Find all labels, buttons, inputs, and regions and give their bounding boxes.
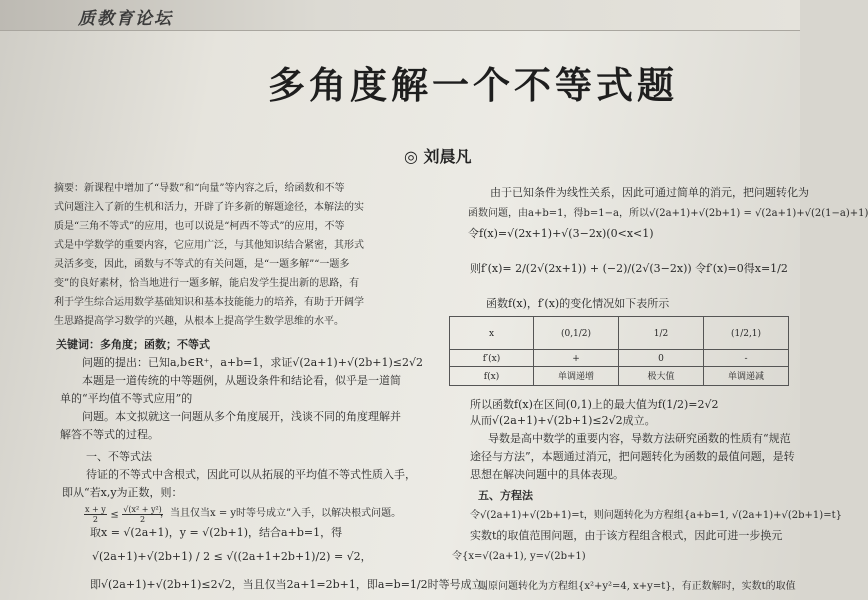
big-equation: √(2a+1)+√(2b+1) / 2 ≤ √((2a+1+2b+1)/2) = √2，: [92, 550, 372, 563]
abstract-line: 质是“三角不等式”的应用，也可以说是“柯西不等式”的应用，不等: [54, 221, 345, 232]
conclusion-line: 即√(2a+1)+√(2b+1)≤2√2，当且仅当2a+1=2b+1，即a=b=1/2时等号成立。: [90, 578, 494, 591]
body-line: 函数问题，由a+b=1，得b=1−a，所以√(2a+1)+√(2b+1) = √(2a+1)+√(2(1−a)+1): [468, 208, 868, 219]
table-cell: f(x): [449, 366, 534, 386]
body-line: 本题是一道传统的中等题例，从题设条件和结论看，似乎是一道简: [82, 374, 401, 387]
table-cell: 0: [618, 349, 704, 367]
substitution-line: 取x = √(2a+1)，y = √(2b+1)，结合a+b=1，得: [90, 526, 343, 539]
table-header-cell: (1/2,1): [703, 316, 789, 350]
author-line: [404, 144, 472, 167]
problem-statement: 问题的提出：已知a,b∈R⁺，a+b=1，求证√(2a+1)+√(2b+1)≤2√2: [82, 356, 424, 369]
abstract-line: 灵活多变，因此，函数与不等式的有关问题，是“一题多解”“一题多: [54, 259, 350, 270]
table-header-cell: (0,1/2): [533, 316, 619, 350]
magazine-section-title: 质教育论坛: [78, 9, 173, 29]
table-header-cell: x: [449, 316, 534, 350]
body-line: 解答不等式的过程。: [60, 428, 159, 441]
derivative-line: 则f′(x)= 2/(2√(2x+1)) + (−2)/(2√(3−2x)) 令f′(x)=0得x=1/2: [470, 262, 788, 275]
table-cell: 单调递减: [703, 366, 789, 386]
table-cell: 极大值: [618, 366, 704, 386]
body-line: 所以函数f(x)在区间(0,1)上的最大值为f(1/2)=2√2: [470, 398, 719, 411]
body-line: 从而√(2a+1)+√(2b+1)≤2√2成立。: [470, 414, 656, 427]
body-line: 即从“若x,y为正数，则：: [62, 486, 183, 499]
mean-inequality-formula: $\frac{x + y}{2}$ ≤ $\frac{\text{√(x² + y²)}}{2}$: [85, 505, 162, 524]
author-symbol: ◎: [404, 147, 418, 166]
body-line: 单的“平均值不等式应用”的: [60, 392, 193, 405]
table-cell: +: [533, 349, 619, 367]
body-line: 则原问题转化为方程组{x²+y²=4, x+y=t}，有正数解时，实数t的取值: [478, 581, 796, 592]
body-line: 由于已知条件为线性关系，因此可通过简单的消元，把问题转化为: [490, 186, 809, 199]
header-band: [0, 0, 800, 31]
abstract-line: 生思路提高学习数学的兴趣，从根本上提高学生数学思维的水平。: [54, 316, 344, 327]
body-line: 导数是高中数学的重要内容，导数方法研究函数的性质有“规范: [488, 432, 791, 445]
body-line: 令√(2a+1)+√(2b+1)=t，则问题转化为方程组{a+b=1, √(2a+1)+√(2b+1)=t}: [470, 510, 842, 521]
fraction: $\frac{x + y}{2}$: [85, 505, 106, 524]
table-cell: f′(x): [449, 349, 534, 367]
body-line: 令f(x)=√(2x+1)+√(3−2x)(0<x<1): [468, 227, 654, 240]
keywords: 关键词：多角度；函数；不等式: [56, 338, 210, 351]
body-line: 实数t的取值范围问题，由于该方程组含根式，因此可进一步换元: [470, 529, 783, 542]
author-name: 刘晨凡: [423, 147, 472, 166]
ineq-note: ，当且仅当x = y时等号成立”入手，以解决根式问题。: [160, 508, 402, 519]
article-title: 多角度解一个不等式题: [268, 64, 678, 107]
abstract-line: 变”的良好素材，恰当地进行一题多解，能启发学生提出新的思路，有: [54, 278, 360, 289]
body-line: 令{x=√(2a+1), y=√(2b+1): [452, 551, 586, 562]
abstract-line: 式问题注入了新的生机和活力，开辟了许多新的解题途径，本解法的实: [54, 202, 364, 213]
table-cell: -: [703, 349, 789, 367]
table-cell: 单调递增: [533, 366, 619, 386]
section-heading: 五、方程法: [478, 489, 533, 502]
fraction: $\frac{\text{√(x² + y²)}}{2}$: [123, 505, 162, 524]
body-line: 途径与方法”，本题通过消元，把问题转化为函数的最值问题，是转: [470, 450, 795, 463]
abstract-line: 摘要：新课程中增加了“导数”和“向量”等内容之后，给函数和不等: [54, 183, 345, 194]
section-heading: 一、不等式法: [86, 450, 152, 463]
abstract-line: 式是中学数学的重要内容，它应用广泛，与其他知识结合紧密，其形式: [54, 240, 364, 251]
body-line: 问题。本文拟就这一问题从多个角度展开，浅谈不同的角度理解并: [82, 410, 401, 423]
variation-table: [449, 316, 789, 390]
table-header-cell: 1/2: [618, 316, 704, 350]
table-caption: 函数f(x)，f′(x)的变化情况如下表所示: [486, 297, 670, 310]
body-line: 待证的不等式中含根式，因此可以从拓展的平均值不等式性质入手，: [86, 468, 416, 481]
body-line: 思想在解决问题中的具体表现。: [470, 468, 624, 481]
abstract-line: 利于学生综合运用数学基础知识和基本技能能力的培养，有助于开阔学: [54, 297, 364, 308]
